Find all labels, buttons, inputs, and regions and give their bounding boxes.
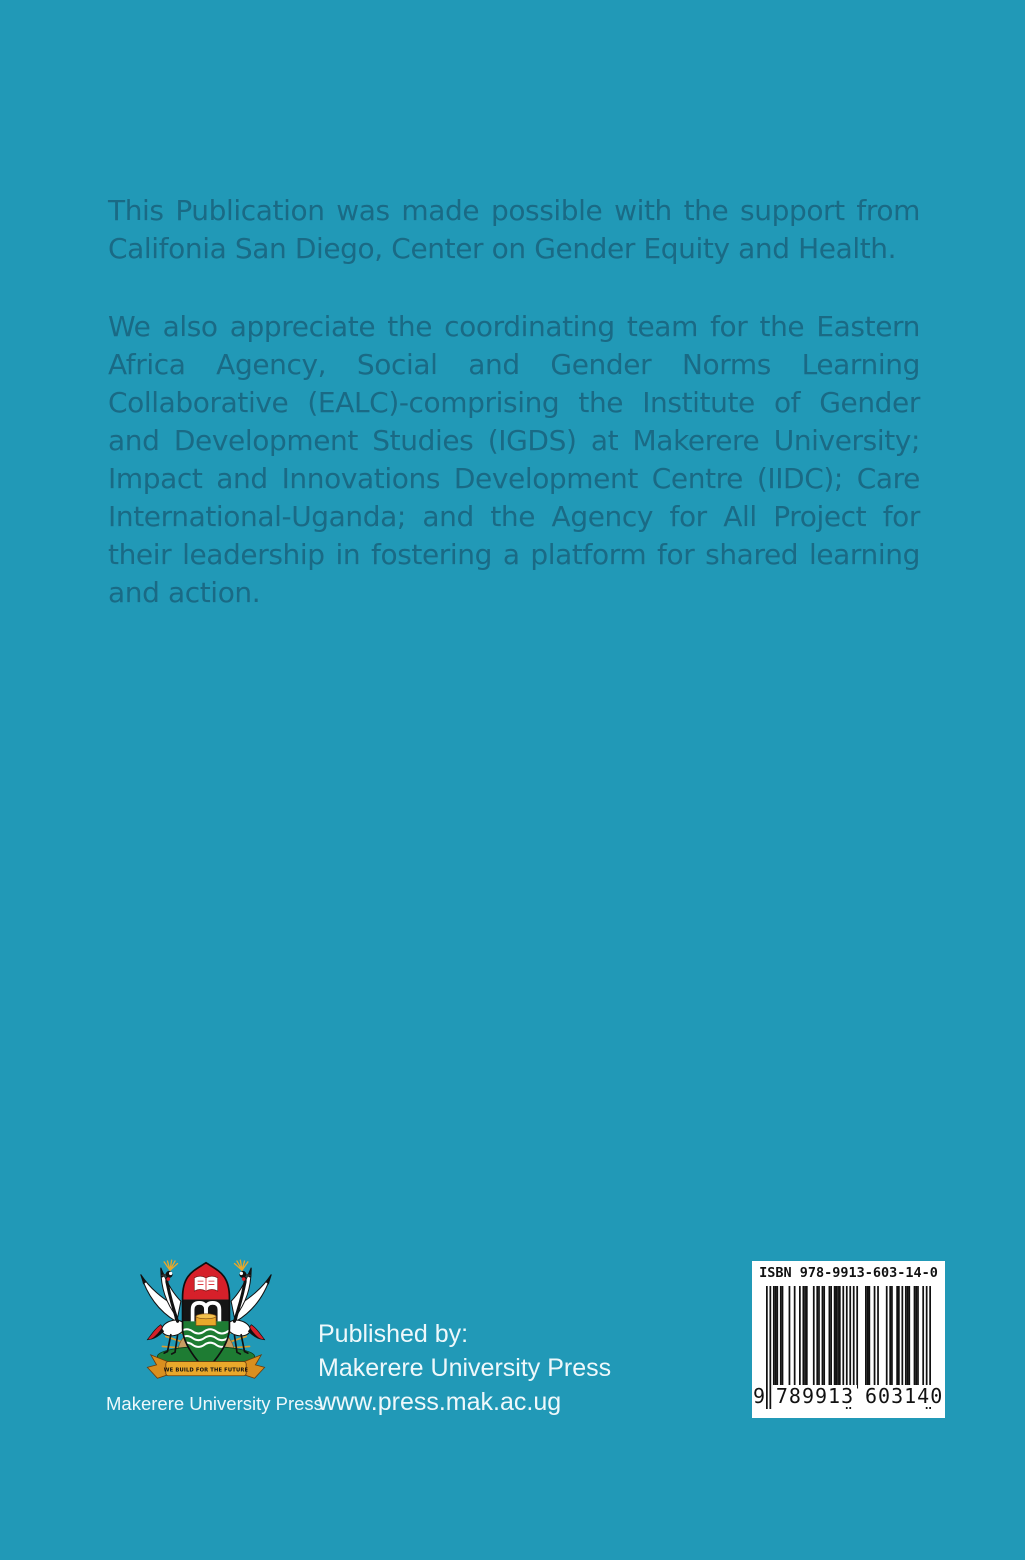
ean13-digits-row [753, 1382, 944, 1409]
published-by-block [318, 1317, 611, 1419]
published-by-label: Published by: [318, 1320, 469, 1348]
publisher-logo-caption: Makerere University Press [106, 1393, 323, 1414]
crested-crane-left-icon [141, 1260, 187, 1354]
publisher-website: www.press.mak.ac.ug [318, 1388, 562, 1416]
acknowledgements-block [108, 192, 920, 652]
ean-right-digit-group: 603140 [865, 1384, 944, 1408]
ribbon-motto-text: WE BUILD FOR THE FUTURE [163, 1367, 249, 1374]
acknowledgement-paragraph-1: This Publication was made possible with the support from Califonia San Diego, Center on Gender Equity and Health. [108, 194, 920, 265]
crested-crane-right-icon [225, 1260, 271, 1354]
ean-first-digit: 9 [753, 1384, 766, 1408]
publisher-logo-block [106, 1256, 323, 1415]
isbn-number-label: ISBN 978-9913-603-14-0 [759, 1265, 938, 1281]
publisher-name: Makerere University Press [318, 1354, 612, 1382]
ean-left-digit-group: 789913 [773, 1385, 857, 1407]
isbn-barcode-panel [752, 1261, 945, 1418]
makerere-university-crest-icon [117, 1256, 295, 1390]
acknowledgement-paragraph-2: We also appreciate the coordinating team for the Eastern Africa Agency, Social and Gender Norms Learning Collaborative (EALC)-comprising the Institute of Gender and Development Studies (IGDS) at Makerere University; Impact and Innovations Development Centre (IIDC); Care International-Uganda; and the Agency for All Project for their leadership in fostering a platform for shared learning and action. [108, 310, 920, 609]
